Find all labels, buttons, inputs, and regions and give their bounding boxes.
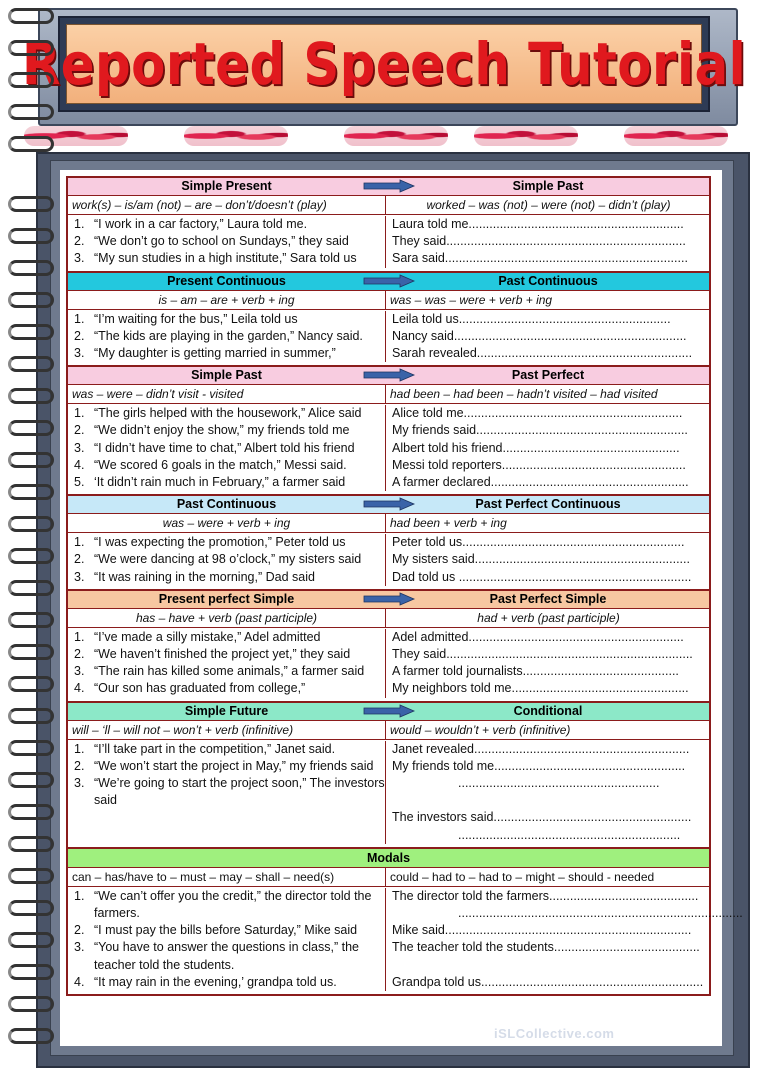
spiral-ring [8, 484, 54, 500]
from-tense-label: Past Continuous [176, 497, 277, 512]
item-number: 3. [74, 664, 85, 679]
reported-speech-list [386, 534, 711, 586]
examples-row [68, 215, 709, 271]
item-number: 2. [74, 647, 85, 662]
direct-speech-item [68, 888, 385, 922]
spiral-ring [8, 772, 54, 788]
title-banner [21, 16, 747, 112]
direct-speech-text: “The girls helped with the housework,” Alice said [94, 406, 362, 421]
direct-speech-item [68, 311, 385, 328]
tense-section [68, 496, 709, 591]
item-number: 3. [74, 346, 85, 361]
item-number: 3. [74, 569, 85, 584]
reported-speech-line[interactable]: Grandpa told us................................................................ [392, 974, 704, 989]
reported-speech-column [385, 405, 711, 491]
formula-row [68, 385, 709, 404]
direct-speech-item [68, 922, 385, 939]
direct-speech-item [68, 250, 385, 267]
reported-speech-line[interactable]: Laura told me.............................................................. [392, 217, 684, 231]
reported-speech-line[interactable]: They said....................................................................... [392, 647, 693, 662]
spiral-ring [8, 260, 54, 276]
spiral-ring [8, 644, 54, 660]
from-formula: can – has/have to – must – may – shall – need(s) [72, 869, 335, 884]
spiral-ring [8, 804, 54, 820]
to-formula: was – was – were + verb + ing [385, 291, 711, 309]
from-tense-label: Present perfect Simple [158, 591, 295, 606]
reported-speech-line[interactable]: A farmer told journalists............................................. [392, 664, 679, 679]
to-formula: had been + verb + ing [385, 514, 711, 532]
tense-table [66, 176, 743, 996]
to-tense-label: Past Perfect Continuous [475, 497, 621, 512]
item-number: 3. [74, 251, 85, 266]
reported-speech-line[interactable]: .................................................................................. [458, 906, 743, 921]
modals-header: Modals [68, 849, 709, 868]
direct-speech-column [68, 405, 385, 491]
reported-speech-line[interactable]: ................................................................ [458, 827, 681, 842]
direct-speech-text: “We were dancing at 98 o’clock,” my sisters said [94, 552, 362, 567]
tense-header-row [68, 273, 709, 291]
spiral-ring [8, 196, 54, 212]
reported-speech-line[interactable]: Janet revealed.............................................................. [392, 741, 690, 756]
item-number: 2. [74, 328, 85, 343]
spiral-ring [8, 40, 54, 56]
to-formula: would – wouldn’t + verb (infinitive) [385, 721, 711, 739]
spiral-ring [8, 8, 54, 24]
direct-speech-column [68, 216, 385, 268]
item-number: 2. [74, 552, 85, 567]
direct-speech-text: “Our son has graduated from college,” [94, 681, 306, 696]
direct-speech-list [68, 216, 385, 268]
item-number: 3. [74, 440, 85, 455]
spiral-ring [8, 580, 54, 596]
item-number: 1. [74, 311, 85, 326]
spiral-ring [8, 548, 54, 564]
to-tense-label: Past Perfect [511, 368, 585, 383]
roses-decoration [474, 126, 578, 146]
direct-speech-item [68, 405, 385, 422]
direct-speech-text: “It may rain in the evening,’ grandpa told us. [94, 974, 337, 989]
item-number: 4. [74, 974, 85, 989]
from-formula: was – were – didn’t visit - visited [72, 387, 244, 402]
reported-speech-list [386, 741, 711, 844]
item-number: 3. [74, 776, 85, 791]
direct-speech-item [68, 422, 385, 439]
from-formula: was – were + verb + ing [162, 516, 291, 531]
examples-row [68, 740, 709, 847]
formula-row [68, 868, 709, 887]
tense-header-row [68, 591, 709, 609]
to-tense-label: Past Continuous [498, 273, 598, 288]
tense-header-row [68, 178, 709, 196]
watermark: iSLCollective.com [494, 1026, 615, 1041]
tense-section [68, 178, 709, 273]
item-number: 1. [74, 217, 85, 231]
direct-speech-text: ‘It didn’t rain much in February,” a farmer said [94, 475, 346, 490]
reported-speech-line[interactable]: They said..................................................................... [392, 234, 686, 249]
spiral-ring [8, 868, 54, 884]
direct-speech-item [68, 939, 385, 973]
to-formula: worked – was (not) – were (not) – didn’t (play) [385, 196, 711, 214]
reported-speech-line[interactable]: My neighbors told me................................................... [392, 681, 689, 696]
to-tense-label: Simple Past [512, 179, 584, 193]
reported-speech-line[interactable]: Sara said...................................................................... [392, 251, 688, 266]
formula-row [68, 721, 709, 740]
spiral-ring [8, 388, 54, 404]
reported-speech-list [386, 216, 711, 268]
arrow-right-icon [364, 180, 414, 192]
examples-row [68, 533, 709, 589]
from-formula: will – ‘ll – will not – won’t + verb (infinitive) [72, 722, 294, 737]
spiral-ring [8, 420, 54, 436]
direct-speech-item [68, 233, 385, 250]
direct-speech-text: “We didn’t enjoy the show,” my friends told me [94, 423, 350, 438]
modals-section [68, 849, 743, 994]
examples-row [68, 628, 709, 701]
direct-speech-column [68, 311, 385, 363]
spiral-ring [8, 900, 54, 916]
item-number: 5. [74, 475, 85, 490]
from-tense-label: Present Continuous [167, 273, 286, 288]
direct-speech-list [68, 405, 385, 491]
arrow-right-icon [364, 275, 414, 287]
reported-speech-line[interactable]: A farmer declared......................................................... [392, 475, 689, 490]
title-plate [21, 24, 747, 104]
tense-section [68, 703, 709, 849]
direct-speech-text: “I work in a car factory,” Laura told me. [94, 217, 308, 231]
reported-speech-column [385, 311, 711, 363]
direct-speech-list [68, 888, 385, 991]
spiral-ring [8, 292, 54, 308]
direct-speech-item [68, 457, 385, 474]
reported-speech-line[interactable]: The investors said......................................................... [392, 810, 692, 825]
item-number: 1. [74, 741, 85, 756]
to-tense-label: Conditional [513, 703, 583, 718]
spiral-ring [8, 996, 54, 1012]
reported-speech-column [385, 741, 711, 844]
item-number: 1. [74, 406, 85, 421]
reported-speech-line[interactable]: Dad told us ................................................................... [392, 569, 692, 584]
direct-speech-item [68, 758, 385, 775]
direct-speech-item [68, 775, 385, 809]
spiral-ring [8, 452, 54, 468]
reported-speech-line[interactable]: Adel admitted.............................................................. [392, 629, 684, 644]
item-number: 1. [74, 535, 85, 550]
reported-speech-list [386, 405, 711, 491]
direct-speech-text: “My sun studies in a high institute,” Sara told us [94, 251, 357, 266]
direct-speech-item [68, 663, 385, 680]
direct-speech-item [68, 216, 385, 233]
reported-speech-column [385, 888, 743, 991]
reported-speech-list [386, 311, 711, 363]
reported-speech-line[interactable]: Peter told us................................................................ [392, 535, 685, 550]
direct-speech-text: “My daughter is getting married in summer,” [94, 346, 336, 361]
examples-row [68, 887, 743, 994]
reported-speech-line[interactable]: .......................................................... [458, 776, 660, 791]
to-tense-label: Past Perfect Simple [489, 591, 607, 606]
spiral-ring [8, 708, 54, 724]
spiral-ring [8, 676, 54, 692]
roses-decoration [344, 126, 448, 146]
examples-row [68, 310, 709, 366]
item-number: 4. [74, 457, 85, 472]
direct-speech-column [68, 534, 385, 586]
spiral-ring [8, 72, 54, 88]
direct-speech-text: “We haven’t finished the project yet,” they said [94, 647, 351, 662]
direct-speech-text: “We scored 6 goals in the match,” Messi said. [94, 457, 347, 472]
direct-speech-item [68, 474, 385, 491]
direct-speech-item [68, 646, 385, 663]
tense-section [68, 367, 709, 496]
direct-speech-text: “We won’t start the project in May,” my friends said [94, 758, 374, 773]
direct-speech-list [68, 741, 385, 810]
item-number: 2. [74, 758, 85, 773]
direct-speech-text: “The rain has killed some animals,” a farmer said [94, 664, 365, 679]
direct-speech-item [68, 569, 385, 586]
reported-speech-line[interactable]: My sisters said.............................................................. [392, 552, 690, 567]
direct-speech-item [68, 680, 385, 697]
from-tense-label: Simple Present [181, 179, 272, 193]
reported-speech-column [385, 629, 711, 698]
roses-decoration [184, 126, 288, 146]
formula-row [68, 609, 709, 628]
direct-speech-column [68, 629, 385, 698]
arrow-right-icon [364, 705, 414, 717]
tense-header-row [68, 367, 709, 385]
arrow-right-icon [364, 498, 414, 510]
arrow-right-icon [364, 593, 414, 605]
direct-speech-text: “I didn’t have time to chat,” Albert told his friend [94, 440, 355, 455]
reported-speech-line[interactable]: Messi told reporters..................................................... [392, 457, 686, 472]
from-formula: is – am – are + verb + ing [158, 292, 295, 307]
roses-decoration [624, 126, 728, 146]
tense-header-row [68, 496, 709, 514]
tense-section [68, 273, 709, 368]
spiral-ring [8, 104, 54, 120]
reported-speech-column [385, 534, 711, 586]
direct-speech-column [68, 888, 385, 991]
to-formula: had been – had been – hadn’t visited – had visited [385, 385, 711, 403]
spiral-ring [8, 612, 54, 628]
reported-speech-list [386, 888, 743, 991]
direct-speech-column [68, 741, 385, 844]
reported-speech-line[interactable]: Mike said....................................................................... [392, 923, 692, 938]
spiral-ring [8, 228, 54, 244]
reported-speech-line[interactable]: My friends told me....................................................... [392, 758, 686, 773]
spiral-ring [8, 136, 54, 152]
from-formula: has – have + verb (past participle) [135, 610, 318, 625]
direct-speech-text: “I’ve made a silly mistake,” Adel admitted [94, 629, 321, 644]
reported-speech-column [385, 216, 711, 268]
item-number: 2. [74, 234, 85, 249]
spiral-ring [8, 836, 54, 852]
to-formula: had + verb (past participle) [385, 609, 711, 627]
direct-speech-text: “I’m waiting for the bus,” Leila told us [94, 311, 298, 326]
direct-speech-text: “You have to answer the questions in class,” the teacher told the students. [94, 940, 359, 972]
tense-header-row [68, 703, 709, 721]
arrow-right-icon [364, 369, 414, 381]
direct-speech-item [68, 629, 385, 646]
direct-speech-text: “I’ll take part in the competition,” Janet said. [94, 741, 336, 756]
reported-speech-line[interactable]: The teacher told the students.......................................... [392, 940, 700, 955]
direct-speech-list [68, 534, 385, 586]
reported-speech-list [386, 629, 711, 698]
direct-speech-text: “We’re going to start the project soon,” The investors said [94, 776, 385, 808]
spiral-ring [8, 324, 54, 340]
direct-speech-item [68, 534, 385, 551]
page-title: Reported Speech Tutorial [21, 30, 747, 98]
formula-row [68, 514, 709, 533]
from-tense-label: Simple Past [191, 368, 262, 383]
from-tense-label: Simple Future [184, 703, 269, 718]
tense-section [68, 591, 709, 703]
spiral-ring [8, 516, 54, 532]
direct-speech-item [68, 328, 385, 345]
item-number: 2. [74, 423, 85, 438]
reported-speech-line[interactable]: Albert told his friend................................................... [392, 440, 680, 455]
spacer [392, 957, 708, 974]
spiral-ring [8, 932, 54, 948]
item-number: 1. [74, 629, 85, 644]
reported-speech-line[interactable]: Nancy said................................................................... [392, 328, 687, 343]
direct-speech-item [68, 974, 385, 991]
direct-speech-text: “We don’t go to school on Sundays,” they said [94, 234, 349, 249]
direct-speech-item [68, 551, 385, 568]
direct-speech-list [68, 629, 385, 698]
from-formula: work(s) – is/am (not) – are – don’t/doesn’t (play) [72, 198, 327, 212]
reported-speech-line[interactable]: The director told the farmers........................................... [392, 888, 699, 903]
reported-speech-line[interactable]: Sarah revealed.............................................................. [392, 346, 693, 361]
reported-speech-line[interactable]: Alice told me............................................................... [392, 406, 683, 421]
examples-row [68, 404, 709, 494]
spiral-ring [8, 740, 54, 756]
direct-speech-item [68, 345, 385, 362]
direct-speech-list [68, 311, 385, 363]
direct-speech-item [68, 440, 385, 457]
item-number: 2. [74, 923, 85, 938]
item-number: 4. [74, 681, 85, 696]
formula-row [68, 291, 709, 310]
direct-speech-text: “I must pay the bills before Saturday,” Mike said [94, 923, 358, 938]
formula-row [68, 196, 709, 215]
direct-speech-item [68, 741, 385, 758]
reported-speech-line[interactable]: Leila told us............................................................. [392, 311, 671, 326]
item-number: 1. [74, 888, 85, 903]
spiral-ring [8, 964, 54, 980]
direct-speech-text: “The kids are playing in the garden,” Nancy said. [94, 328, 363, 343]
direct-speech-text: “We can’t offer you the credit,” the director told the farmers. [94, 888, 372, 921]
direct-speech-text: “I was expecting the promotion,” Peter told us [94, 535, 346, 550]
spacer [392, 792, 708, 809]
rose-border-strip [14, 126, 744, 148]
spiral-ring [8, 1028, 54, 1044]
direct-speech-text: “It was raining in the morning,” Dad said [94, 569, 315, 584]
spiral-ring [8, 356, 54, 372]
item-number: 3. [74, 940, 85, 955]
to-formula: could – had to – had to – might – should - needed [385, 868, 711, 886]
reported-speech-line[interactable]: My friends said............................................................. [392, 423, 688, 438]
